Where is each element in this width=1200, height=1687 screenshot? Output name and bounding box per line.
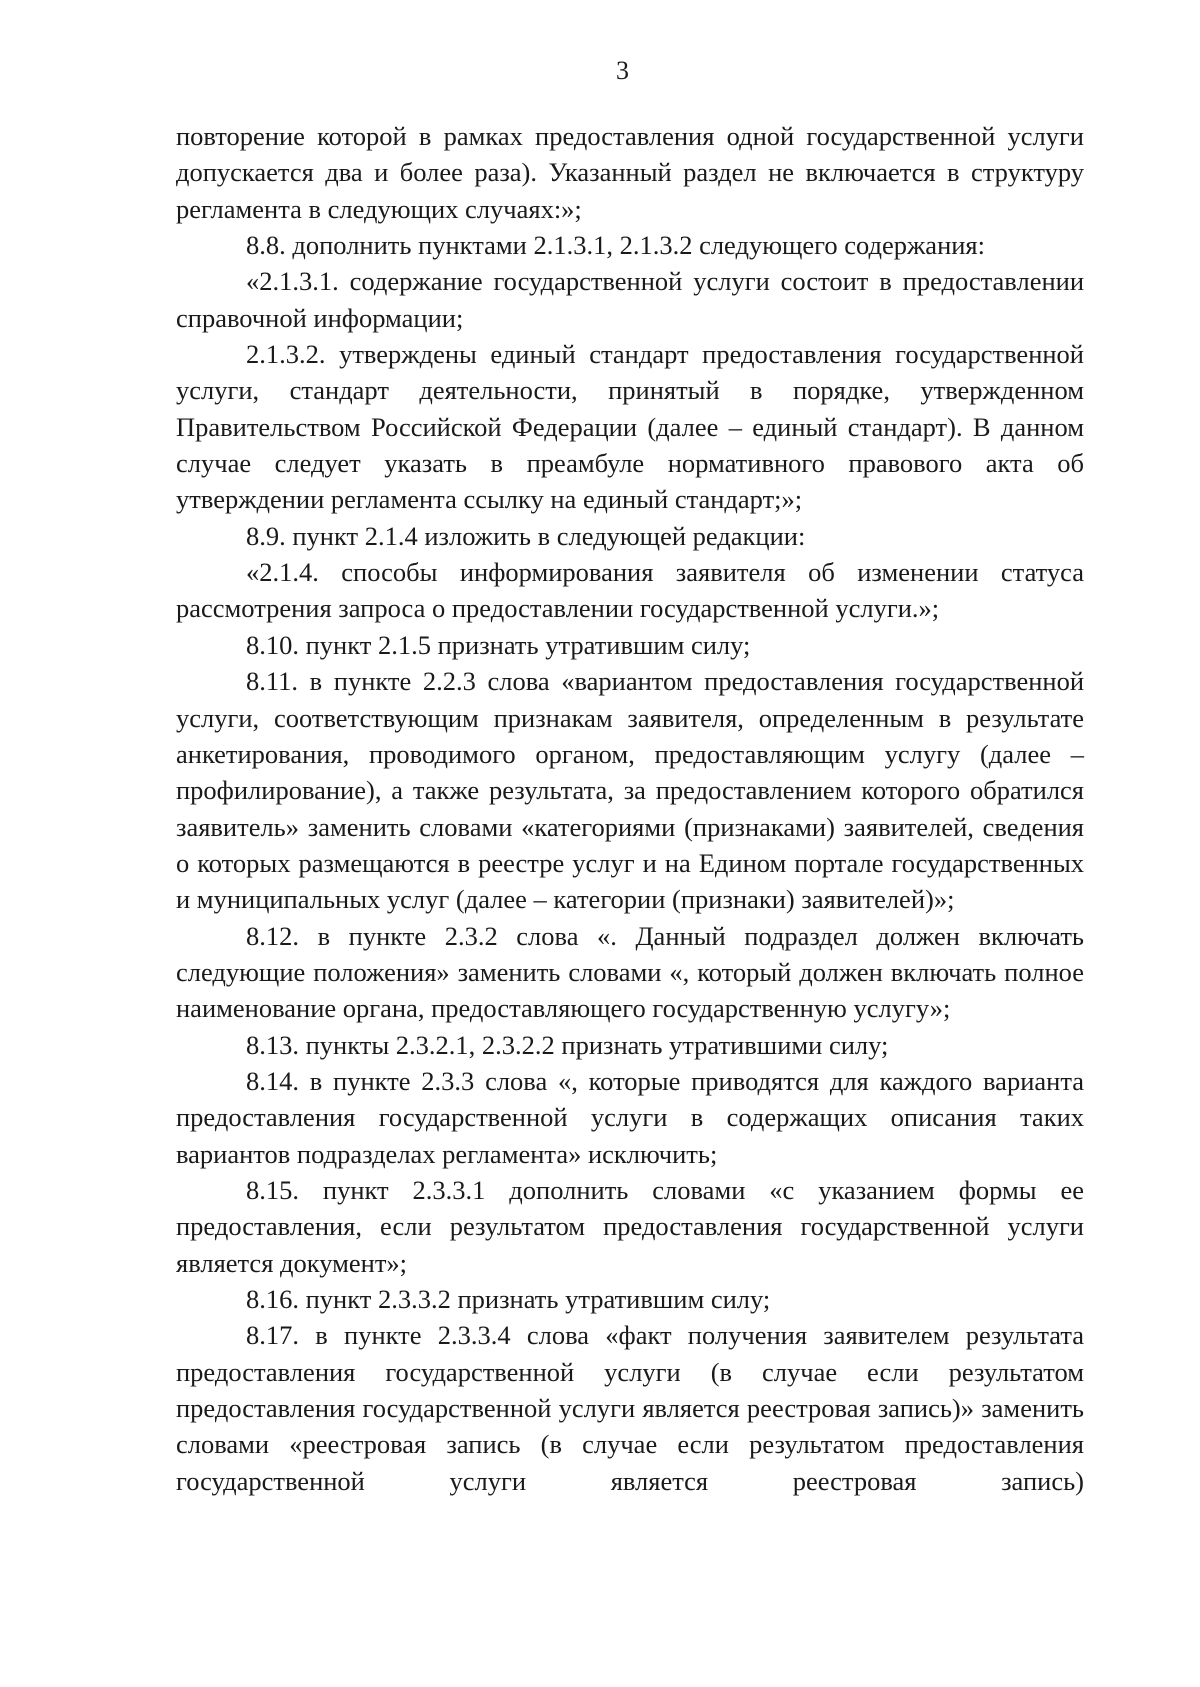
paragraph: «2.1.3.1. содержание государственной услуги состоит в предоставлении справочной информации; (176, 266, 1084, 333)
paragraph: 8.14. в пункте 2.3.3 слова «, которые приводятся для каждого варианта предоставления государственной услуги в содержащих описания таких вариантов подразделах регламента» исключить; (176, 1065, 1084, 1169)
paragraph: 2.1.3.2. утверждены единый стандарт предоставления государственной услуги, стандарт деятельности, принятый в порядке, утвержденном Правительством Российской Федерации (далее – единый стандарт). В данном случае следует указать в преамбуле нормативного правового акта об утверждении регламента ссылку на единый стандарт;»; (176, 339, 1084, 515)
paragraph: 8.9. пункт 2.1.4 изложить в следующей редакции: (246, 520, 806, 551)
paragraph: 8.11. в пункте 2.2.3 слова «вариантом предоставления государственной услуги, соответствующим признакам заявителя, определенным в результате анкетирования, проводимого органом, предоставляющим услугу (далее – профилирование), а также результата, за предоставлением которого обратился заявитель» заменить словами «категориями (признаками) заявителей, сведения о которых размещаются в реестре услуг и на Едином портале государственных и муниципальных услуг (далее – категории (признаки) заявителей)»; (176, 666, 1084, 915)
paragraph: 8.8. дополнить пунктами 2.1.3.1, 2.1.3.2 следующего содержания: (246, 230, 985, 261)
page-number: 3 (616, 56, 629, 85)
paragraph: 8.10. пункт 2.1.5 признать утратившим силу; (246, 629, 751, 660)
paragraph: повторение которой в рамках предоставления одной государственной услуги допускается два и более раза). Указанный раздел не включается в структуру регламента в следующих случаях:»; (176, 121, 1084, 224)
paragraph: 8.16. пункт 2.3.3.2 признать утратившим силу; (246, 1284, 771, 1314)
paragraph: 8.15. пункт 2.3.3.1 дополнить словами «с указанием формы ее предоставления, если результатом предоставления государственной услуги является документ»; (176, 1174, 1084, 1278)
paragraph: 8.17. в пункте 2.3.3.4 слова «факт получения заявителем результата предоставления государственной услуги (в случае если результатом предоставления государственной услуги является реестровая запись)» заменить словами «реестровая запись (в случае если результатом предоставления государственной услуги является реестровая запись) (176, 1320, 1084, 1496)
paragraph: 8.12. в пункте 2.3.2 слова «. Данный подраздел должен включать следующие положения» заменить словами «, который должен включать полное наименование органа, предоставляющего государственную услугу»; (176, 920, 1084, 1024)
paragraph: 8.13. пункты 2.3.2.1, 2.3.2.2 признать утратившими силу; (246, 1029, 889, 1060)
paragraph: «2.1.4. способы информирования заявителя об изменении статуса рассмотрения запроса о предоставлении государственной услуги.»; (176, 557, 1084, 624)
document-body (176, 118, 1084, 1499)
